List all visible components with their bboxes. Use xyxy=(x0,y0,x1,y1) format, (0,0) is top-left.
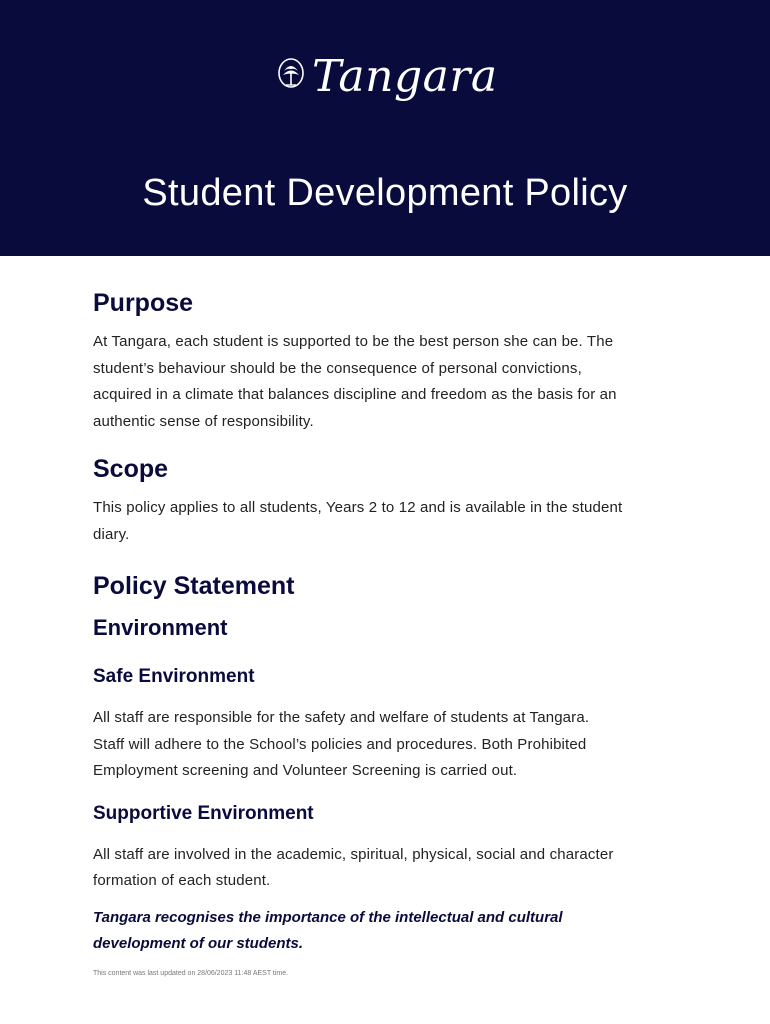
page-title: Student Development Policy xyxy=(142,172,628,214)
scope-heading: Scope xyxy=(93,455,169,483)
supportive-environment-paragraph xyxy=(93,842,693,895)
logo-wordmark: Tangara xyxy=(312,50,498,102)
purpose-line: acquired in a climate that balances discipline and freedom as the basis for an xyxy=(93,386,617,403)
page-header xyxy=(0,0,770,256)
emphasis-line: development of our students. xyxy=(93,935,304,952)
supportive-line: formation of each student. xyxy=(93,872,271,889)
safe-line: Staff will adhere to the School’s policies and procedures. Both Prohibited xyxy=(93,735,587,753)
purpose-line: authentic sense of responsibility. xyxy=(93,412,314,430)
scope-line: diary. xyxy=(93,525,130,543)
policy-statement-heading: Policy Statement xyxy=(93,572,295,600)
last-updated-note: This content was last updated on 28/06/2023 11:48 AEST time. xyxy=(93,969,289,977)
purpose-line: At Tangara, each student is supported to be the best person she can be. The xyxy=(93,333,614,350)
emphasis-statement xyxy=(93,905,693,958)
purpose-paragraph xyxy=(93,329,693,435)
safe-line: Employment screening and Volunteer Screening is carried out. xyxy=(93,762,518,779)
scope-paragraph xyxy=(93,495,693,548)
safe-environment-heading: Safe Environment xyxy=(93,666,255,687)
environment-heading: Environment xyxy=(93,615,228,640)
scope-line: This policy applies to all students, Years 2 to 12 and is available in the student xyxy=(93,499,623,516)
safe-line: All staff are responsible for the safety and welfare of students at Tangara. xyxy=(93,709,590,726)
safe-environment-paragraph xyxy=(93,705,693,785)
tree-emblem-icon xyxy=(276,56,306,96)
purpose-line: student’s behaviour should be the consequence of personal convictions, xyxy=(93,359,582,377)
supportive-line: All staff are involved in the academic, spiritual, physical, social and character xyxy=(93,845,614,863)
purpose-heading: Purpose xyxy=(93,289,194,317)
emphasis-line: Tangara recognises the importance of the intellectual and cultural xyxy=(93,908,563,926)
policy-content xyxy=(93,286,693,977)
tangara-logo xyxy=(276,46,498,106)
supportive-environment-heading: Supportive Environment xyxy=(93,802,314,824)
